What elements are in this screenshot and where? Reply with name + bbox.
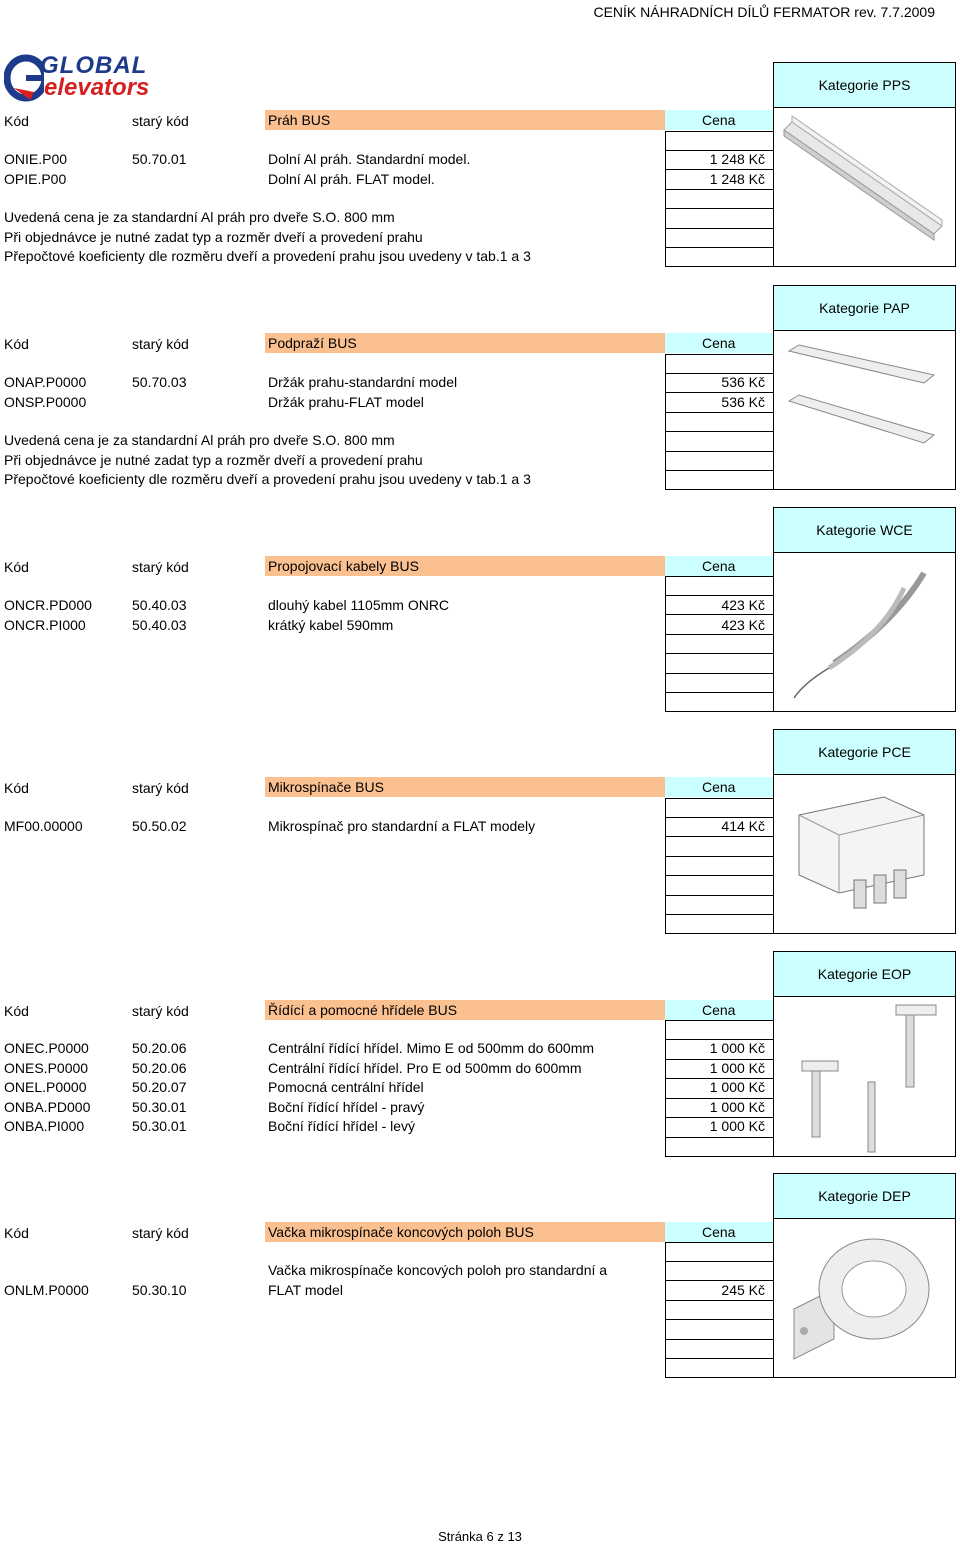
- item-code: ONCR.PD000: [4, 597, 92, 613]
- item-old-code: 50.30.01: [132, 1118, 187, 1134]
- product-image-threshold: [773, 108, 956, 267]
- item-price: 1 000 Kč: [709, 1060, 765, 1076]
- note-line: Uvedená cena je za standardní Al práh pro dveře S.O. 800 mm: [4, 209, 395, 225]
- col-stary-kod: starý kód: [132, 1003, 189, 1019]
- section-header-row: [0, 1000, 773, 1022]
- cam-image: [774, 1219, 955, 1377]
- price-row: [0, 1060, 773, 1079]
- item-description: dlouhý kabel 1105mm ONRC: [268, 597, 450, 613]
- product-image-shafts: [773, 997, 956, 1157]
- col-cena: [665, 1000, 773, 1020]
- section-header-row: [0, 556, 773, 578]
- note-line: Uvedená cena je za standardní Al práh pro dveře S.O. 800 mm: [4, 432, 395, 448]
- logo-mark-icon: [4, 52, 44, 104]
- note-line: Přepočtové koeficienty dle rozměru dveří a provedení prahu jsou uvedeny v tab.1 a 3: [4, 471, 531, 487]
- item-description: Boční řídící hřídel - pravý: [268, 1099, 425, 1115]
- col-kod: Kód: [4, 336, 29, 352]
- support-image: [774, 331, 955, 489]
- document-title: CENÍK NÁHRADNÍCH DÍLŮ FERMATOR rev. 7.7.2009: [593, 4, 935, 20]
- col-kod: Kód: [4, 113, 29, 129]
- item-old-code: 50.70.01: [132, 151, 187, 167]
- item-description: Centrální řídící hřídel. Mimo E od 500mm do 600mm: [268, 1040, 595, 1056]
- col-kod: Kód: [4, 1003, 29, 1019]
- item-code: ONBA.PI000: [4, 1118, 85, 1134]
- item-price: 423 Kč: [721, 597, 765, 613]
- price-row: [0, 597, 773, 616]
- section-name-text: Mikrospínače BUS: [268, 779, 384, 795]
- price-row: [0, 1079, 773, 1098]
- category-label: Kategorie WCE: [773, 507, 956, 553]
- item-code: ONEC.P0000: [4, 1040, 89, 1056]
- price-row: [0, 617, 773, 636]
- section-name: [265, 556, 665, 576]
- section-name-text: Vačka mikrospínače koncových poloh BUS: [268, 1224, 534, 1240]
- col-stary-kod: starý kód: [132, 336, 189, 352]
- item-description: Centrální řídící hřídel. Pro E od 500mm do 600mm: [268, 1060, 582, 1076]
- item-description: Mikrospínač pro standardní a FLAT modely: [268, 818, 536, 834]
- product-image-microswitch: [773, 775, 956, 934]
- item-old-code: 50.30.01: [132, 1099, 187, 1115]
- col-kod: Kód: [4, 559, 29, 575]
- section-header-row: [0, 1222, 773, 1244]
- price-row: [0, 171, 773, 190]
- item-price: 1 000 Kč: [709, 1118, 765, 1134]
- item-code: OPIE.P00: [4, 171, 67, 187]
- item-code: ONES.P0000: [4, 1060, 89, 1076]
- item-price: 414 Kč: [721, 818, 765, 834]
- price-row: [0, 394, 773, 413]
- table-grid: [665, 131, 773, 267]
- item-price: 1 000 Kč: [709, 1040, 765, 1056]
- logo-text: GLOBAL: [40, 52, 148, 79]
- item-code: ONSP.P0000: [4, 394, 87, 410]
- page-number: Stránka 6 z 13: [438, 1529, 522, 1544]
- threshold-image: [774, 108, 955, 266]
- col-cena-text: Cena: [702, 1224, 736, 1240]
- global-elevators-logo: [4, 52, 180, 104]
- col-cena: [665, 556, 773, 576]
- item-old-code: 50.50.02: [132, 818, 187, 834]
- section-name: [265, 777, 665, 797]
- product-image-cable: [773, 553, 956, 712]
- item-old-code: 50.20.06: [132, 1060, 187, 1076]
- item-code: ONLM.P0000: [4, 1282, 89, 1298]
- item-price: 1 000 Kč: [709, 1079, 765, 1095]
- price-row: [0, 1282, 773, 1301]
- category-label: Kategorie PAP: [773, 285, 956, 331]
- col-stary-kod: starý kód: [132, 559, 189, 575]
- col-stary-kod: starý kód: [132, 1225, 189, 1241]
- price-row: [0, 151, 773, 170]
- section-header-row: [0, 110, 773, 132]
- item-code: MF00.00000: [4, 818, 83, 834]
- table-grid: [665, 798, 773, 934]
- price-row: [0, 818, 773, 837]
- section-name: [265, 110, 665, 130]
- product-image-support: [773, 331, 956, 490]
- item-price: 1 000 Kč: [709, 1099, 765, 1115]
- price-row-desc-line1: [0, 1262, 773, 1281]
- col-stary-kod: starý kód: [132, 780, 189, 796]
- section-name: [265, 1222, 665, 1242]
- product-image-cam: [773, 1219, 956, 1378]
- item-old-code: 50.40.03: [132, 597, 187, 613]
- section-name-text: Propojovací kabely BUS: [268, 558, 419, 574]
- col-kod: Kód: [4, 780, 29, 796]
- item-price: 1 248 Kč: [709, 151, 765, 167]
- table-grid: [665, 576, 773, 712]
- item-description-line1: Vačka mikrospínače koncových poloh pro standardní a: [268, 1262, 608, 1278]
- note-line: Při objednávce je nutné zadat typ a rozměr dveří a provedení prahu: [4, 452, 423, 468]
- price-row: [0, 374, 773, 393]
- col-cena: [665, 333, 773, 353]
- table-grid: [665, 1020, 773, 1157]
- col-cena: [665, 777, 773, 797]
- section-name: [265, 1000, 665, 1020]
- col-cena: [665, 110, 773, 130]
- item-price: 536 Kč: [721, 374, 765, 390]
- col-cena-text: Cena: [702, 558, 736, 574]
- cable-image: [774, 553, 955, 711]
- section-header-row: [0, 333, 773, 355]
- col-cena-text: Cena: [702, 112, 736, 128]
- table-grid: [665, 1242, 773, 1378]
- item-description: Pomocná centrální hřídel: [268, 1079, 424, 1095]
- table-grid: [665, 354, 773, 490]
- note-line: Přepočtové koeficienty dle rozměru dveří a provedení prahu jsou uvedeny v tab.1 a 3: [4, 248, 531, 264]
- item-code: ONBA.PD000: [4, 1099, 91, 1115]
- item-description: krátký kabel 590mm: [268, 617, 394, 633]
- logo-subtext: elevators: [44, 74, 150, 101]
- item-description: Držák prahu-FLAT model: [268, 394, 424, 410]
- item-description: Držák prahu-standardní model: [268, 374, 458, 390]
- col-kod: Kód: [4, 1225, 29, 1241]
- item-code: ONIE.P00: [4, 151, 68, 167]
- category-label: Kategorie EOP: [773, 951, 956, 997]
- item-old-code: 50.20.06: [132, 1040, 187, 1056]
- item-code: ONEL.P0000: [4, 1079, 87, 1095]
- item-code: ONAP.P0000: [4, 374, 87, 390]
- item-price: 1 248 Kč: [709, 171, 765, 187]
- section-name-text: Řídící a pomocné hřídele BUS: [268, 1002, 458, 1018]
- col-cena: [665, 1222, 773, 1242]
- col-stary-kod: starý kód: [132, 113, 189, 129]
- col-cena-text: Cena: [702, 335, 736, 351]
- item-old-code: 50.40.03: [132, 617, 187, 633]
- item-old-code: 50.70.03: [132, 374, 187, 390]
- item-old-code: 50.30.10: [132, 1282, 187, 1298]
- item-price: 423 Kč: [721, 617, 765, 633]
- section-name: [265, 333, 665, 353]
- microswitch-image: [774, 775, 955, 933]
- price-row: [0, 1040, 773, 1059]
- note-line: Při objednávce je nutné zadat typ a rozměr dveří a provedení prahu: [4, 229, 423, 245]
- item-price: 536 Kč: [721, 394, 765, 410]
- item-description: Dolní Al práh. Standardní model.: [268, 151, 471, 167]
- section-header-row: [0, 777, 773, 799]
- item-code: ONCR.PI000: [4, 617, 86, 633]
- section-name-text: Práh BUS: [268, 112, 331, 128]
- shafts-image: [774, 997, 955, 1156]
- price-row: [0, 1118, 773, 1137]
- col-cena-text: Cena: [702, 1002, 736, 1018]
- item-price: 245 Kč: [721, 1282, 765, 1298]
- category-label: Kategorie PPS: [773, 62, 956, 108]
- item-old-code: 50.20.07: [132, 1079, 187, 1095]
- price-row: [0, 1099, 773, 1118]
- section-name-text: Podpraží BUS: [268, 335, 357, 351]
- category-label: Kategorie DEP: [773, 1173, 956, 1219]
- item-description: Boční řídící hřídel - levý: [268, 1118, 416, 1134]
- category-label: Kategorie PCE: [773, 729, 956, 775]
- col-cena-text: Cena: [702, 779, 736, 795]
- item-description: FLAT model: [268, 1282, 343, 1298]
- item-description: Dolní Al práh. FLAT model.: [268, 171, 435, 187]
